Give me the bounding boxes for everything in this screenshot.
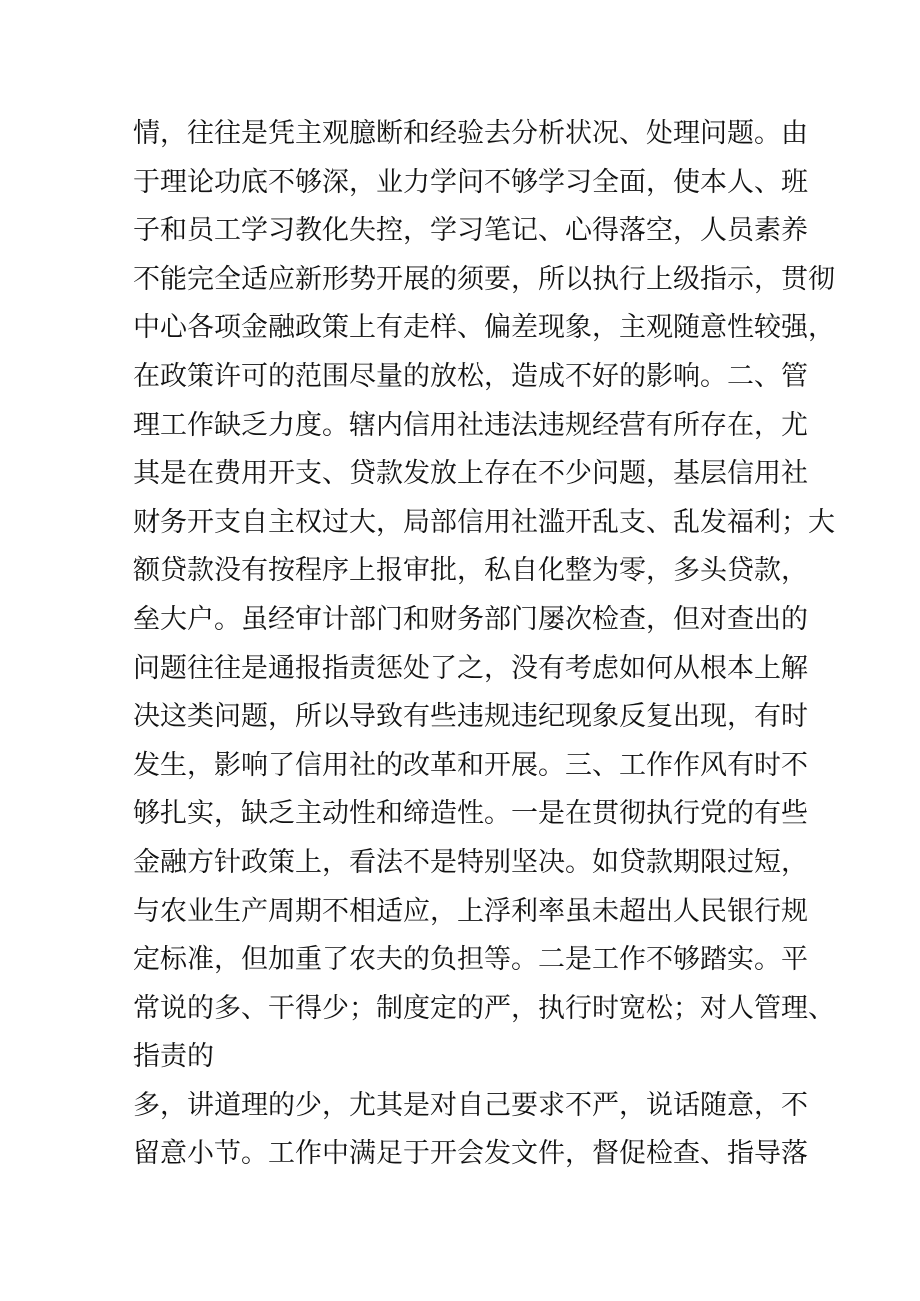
text-line: 金融方针政策上，看法不是特别坚决。如贷款期限过短， (133, 846, 808, 878)
text-line: 留意小节。工作中满足于开会发文件，督促检查、指导落 (133, 1138, 808, 1170)
text-line: 问题往往是通报指责惩处了之，没有考虑如何从根本上解 (133, 652, 808, 684)
text-line: 够扎实，缺乏主动性和缔造性。一是在贯彻执行党的有些 (133, 798, 808, 830)
text-line: 定标准，但加重了农夫的负担等。二是工作不够踏实。平 (133, 944, 808, 976)
text-line: 于理论功底不够深，业力学问不够学习全面，使本人、班 (133, 166, 808, 198)
text-line: 额贷款没有按程序上报审批，私自化整为零，多头贷款， (133, 555, 808, 587)
text-line: 指责的 (133, 1041, 214, 1073)
text-line: 与农业生产周期不相适应，上浮利率虽未超出人民银行规 (133, 895, 808, 927)
text-line: 垒大户。虽经审计部门和财务部门屡次检查，但对查出的 (133, 603, 808, 635)
text-line: 中心各项金融政策上有走样、偏差现象，主观随意性较强， (133, 312, 835, 344)
text-line: 决这类问题，所以导致有些违规违纪现象反复出现，有时 (133, 701, 808, 733)
text-line: 在政策许可的范围尽量的放松，造成不好的影响。二、管 (133, 360, 808, 392)
text-line: 多，讲道理的少，尤其是对自己要求不严，说话随意，不 (133, 1089, 808, 1121)
text-line: 情，往往是凭主观臆断和经验去分析状况、处理问题。由 (133, 118, 808, 149)
text-line: 常说的多、干得少；制度定的严，执行时宽松；对人管理、 (133, 992, 835, 1024)
text-line: 财务开支自主权过大，局部信用社滥开乱支、乱发福利；大 (133, 506, 835, 538)
text-line: 不能完全适应新形势开展的须要，所以执行上级指示，贯彻 (133, 263, 835, 295)
text-line: 子和员工学习教化失控，学习笔记、心得落空，人员素养 (133, 215, 808, 247)
text-line: 发生，影响了信用社的改革和开展。三、工作作风有时不 (133, 749, 808, 781)
body-text (133, 110, 833, 1179)
text-line: 理工作缺乏力度。辖内信用社违法违规经营有所存在，尤 (133, 409, 808, 441)
text-line: 其是在费用开支、贷款发放上存在不少问题，基层信用社 (133, 458, 808, 490)
